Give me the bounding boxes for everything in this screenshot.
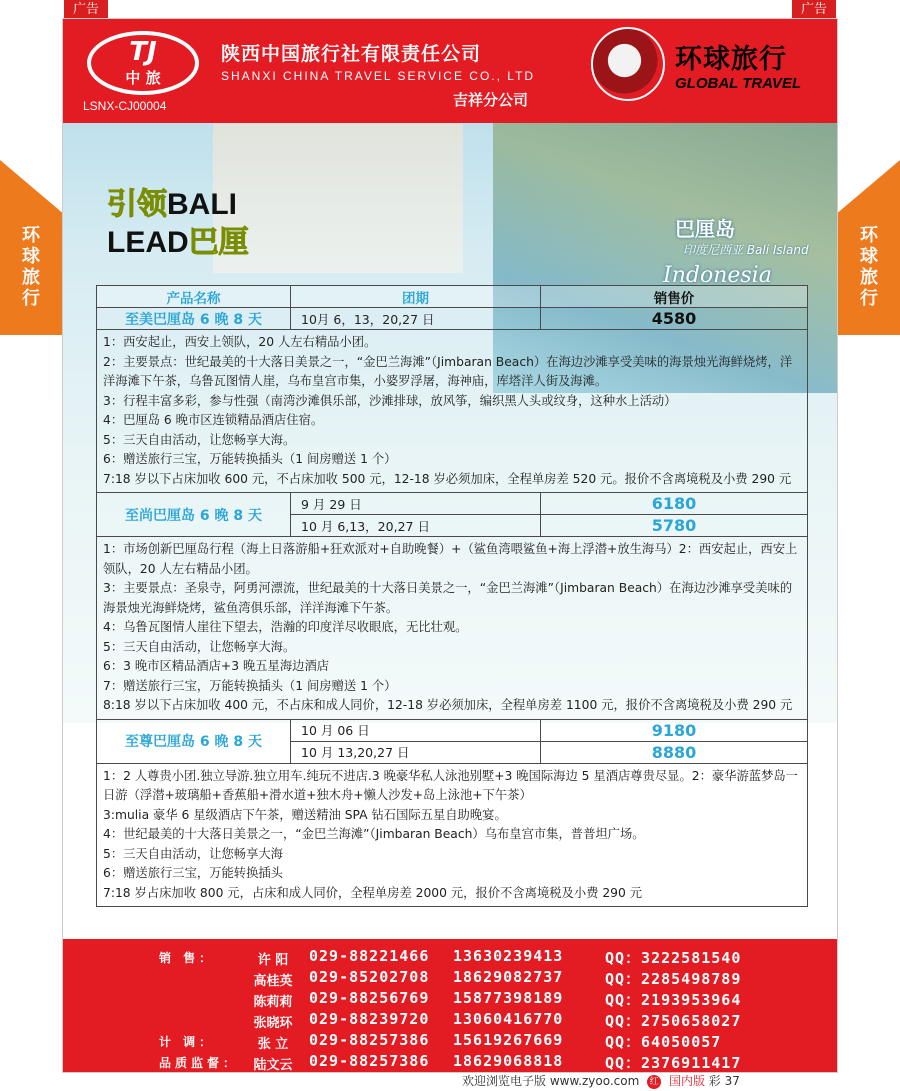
- table-row: [97, 493, 808, 515]
- product-details: 1：2 人尊贵小团.独立导游.独立用车.纯玩不进店.3 晚豪华私人泳池别墅+3 晚国际海边 5 星酒店尊贵尽显。2：豪华游蓝梦岛一日游（浮潜+玻璃船+香蕉船+滑水道+独木舟+懒人沙发+岛上泳池+下午茶） 3:mulia 豪华 6 星级酒店下午茶，赠送精油 SPA 钻石国际五星自助晚宴。 4：世纪最美的十大落日美景之一，“金巴兰海滩”（Jimbaran Beach）乌布皇宫市集，普普坦广场。 5：三天自由活动，让您畅享大海 6：赠送旅行三宝，万能转换插头 7:18 岁占床加收 800 元，占床和成人同价，全程单房差 2000 元，报价不含离境税及小费 290 元: [97, 763, 808, 907]
- tour-date: 9 月 29 日: [291, 493, 541, 515]
- contact-mobile: 15619267669: [453, 1031, 564, 1049]
- brand-name-en: GLOBAL TRAVEL: [675, 75, 802, 92]
- product-details: 1：市场创新巴厘岛行程（海上日落游船+狂欢派对+自助晚餐）+（鲨鱼湾喂鲨鱼+海上浮潜+放生海马）2：西安起止，西安上领队，20 人左右精品小团。 3：主要景点：圣泉寺，阿勇河漂流，世纪最美的十大落日美景之一，“金巴兰海滩”（Jimbaran Beach）在海边沙滩享受美味的海景烛光海鲜烧烤，鲨鱼湾俱乐部，洋洋海滩下午茶。 4：乌鲁瓦图情人崖往下望去，浩瀚的印度洋尽收眼底，无比壮观。 5：三天自由活动，让您畅享大海。 6：3 晚市区精品酒店+3 晚五星海边酒店 7：赠送旅行三宝，万能转换插头（1 间房赠送 1 个） 8:18 岁以下占床加收 400 元，不占床和成人同价，12-18 岁必须加床，全程单房差 1100 元，报价不含离境税及小费 290 元: [97, 537, 808, 720]
- contact-mobile: 18629082737: [453, 968, 564, 986]
- contact-name: 张 立: [257, 1037, 289, 1052]
- tour-date: 10 月 13,20,27 日: [291, 741, 541, 763]
- ad-tag-left: 广告: [64, 0, 108, 20]
- contact-phone: 029-85202708: [309, 968, 430, 986]
- footer-website: 欢迎浏览电子版 www.zyoo.com: [462, 1074, 640, 1088]
- contact-mobile: 13060416770: [453, 1010, 564, 1028]
- product-name: 至美巴厘岛 6 晚 8 天: [97, 308, 291, 330]
- side-label-left: 环 球 旅 行: [22, 225, 40, 309]
- page-footer: [462, 1072, 740, 1089]
- page-number: 彩 37: [708, 1074, 740, 1088]
- footer-edition: 国内版: [668, 1074, 705, 1088]
- contact-qq: QQ：2193953964: [605, 991, 742, 1009]
- global-travel-logo-icon: [591, 27, 665, 101]
- header-banner: [63, 19, 838, 123]
- product-table: [96, 285, 808, 907]
- contact-mobile: 18629068818: [453, 1052, 564, 1070]
- contact-panel: [63, 939, 838, 1073]
- contact-qq: QQ：64050057: [605, 1033, 722, 1051]
- table-row: [97, 308, 808, 330]
- tour-price: 5780: [541, 515, 808, 537]
- contact-role: 计 调：: [159, 1035, 216, 1049]
- product-details: 1：西安起止，西安上领队，20 人左右精品小团。 2：主要景点：世纪最美的十大落日美景之一，“金巴兰海滩”（Jimbaran Beach）在海边沙滩享受美味的海景烛光海鲜烧烤，洋洋海滩下午茶，乌鲁瓦图情人崖，乌布皇宫市集，小婆罗浮屠，海神庙，库塔洋人街及海滩。 3：行程丰富多彩，参与性强（南湾沙滩俱乐部，沙滩排球，放风筝，编织黑人头或纹身，这种水上活动） 4：巴厘岛 6 晚市区连锁精品酒店住宿。 5：三天自由活动，让您畅享大海。 6：赠送旅行三宝，万能转换插头（1 间房赠送 1 个） 7:18 岁以下占床加收 600 元，不占床加收 500 元，12-18 岁必须加床，全程单房差 520 元。报价不含离境税及小费 290 元: [97, 330, 808, 493]
- contact-qq: QQ：2285498789: [605, 970, 742, 988]
- branch-name: 吉祥分公司: [453, 91, 529, 109]
- tour-price: 9180: [541, 719, 808, 741]
- headline-line-2: LEAD巴厘: [107, 226, 249, 259]
- contact-row: [63, 1052, 838, 1072]
- contact-row: [63, 947, 838, 967]
- contact-name: 陈莉莉: [253, 995, 293, 1010]
- table-row: [97, 537, 808, 720]
- brand-name-cn: 环球旅行: [675, 44, 787, 75]
- license-number: LSNX-CJ00004: [83, 99, 167, 113]
- header-period: 团期: [291, 286, 541, 308]
- contact-phone: 029-88221466: [309, 947, 430, 965]
- contact-phone: 029-88239720: [309, 1010, 430, 1028]
- contact-phone: 029-88257386: [309, 1031, 430, 1049]
- photo-subtitle: 印度尼西亚 Bali Island: [683, 243, 809, 257]
- ad-page: [62, 18, 838, 1073]
- contact-phone: 029-88257386: [309, 1052, 430, 1070]
- contact-name: 陆文云: [253, 1058, 293, 1073]
- side-label-right: 环 球 旅 行: [860, 225, 878, 309]
- tour-date: 10 月 06 日: [291, 719, 541, 741]
- header-price: 销售价: [541, 286, 808, 308]
- table-row: [97, 330, 808, 493]
- contact-row: [63, 968, 838, 988]
- table-row: [97, 763, 808, 907]
- contact-phone: 029-88256769: [309, 989, 430, 1007]
- tour-price: 8880: [541, 741, 808, 763]
- headline-line-1: 引领BALI: [107, 188, 237, 221]
- contact-qq: QQ：2376911417: [605, 1054, 742, 1072]
- contact-row: [63, 989, 838, 1009]
- cts-logo-icon: [87, 31, 199, 95]
- contact-role: 品质监督：: [159, 1056, 240, 1070]
- contact-mobile: 13630239413: [453, 947, 564, 965]
- company-name-cn: 陕西中国旅行社有限责任公司: [221, 43, 482, 65]
- tour-price: 6180: [541, 493, 808, 515]
- tour-date: 10 月 6,13，20,27 日: [291, 515, 541, 537]
- contact-qq: QQ：3222581540: [605, 949, 742, 967]
- edition-badge-icon: 红: [647, 1075, 661, 1089]
- contact-row: [63, 1031, 838, 1051]
- company-name-en: SHANXI CHINA TRAVEL SERVICE CO., LTD: [221, 69, 536, 83]
- contact-name: 许 阳: [257, 953, 289, 968]
- product-name: 至尊巴厘岛 6 晚 8 天: [97, 719, 291, 763]
- photo-country: Indonesia: [663, 263, 772, 288]
- tour-date: 10月 6，13，20,27 日: [291, 308, 541, 330]
- ad-tag-right: 广告: [792, 0, 836, 20]
- table-row: [97, 719, 808, 741]
- beach-photo-area: [213, 123, 463, 273]
- contact-row: [63, 1010, 838, 1030]
- logo-monogram: TJ: [129, 37, 157, 67]
- product-name: 至尚巴厘岛 6 晚 8 天: [97, 493, 291, 537]
- photo-title: 巴厘岛: [675, 217, 735, 241]
- logo-cn-text: 中 旅: [125, 69, 161, 87]
- contact-qq: QQ：2750658027: [605, 1012, 742, 1030]
- contact-name: 张晓环: [253, 1016, 293, 1031]
- header-product-name: 产品名称: [97, 286, 291, 308]
- table-header-row: [97, 286, 808, 308]
- contact-name: 高桂英: [253, 974, 293, 989]
- contact-role: 销 售：: [159, 951, 216, 965]
- contact-mobile: 15877398189: [453, 989, 564, 1007]
- tour-price: 4580: [541, 308, 808, 330]
